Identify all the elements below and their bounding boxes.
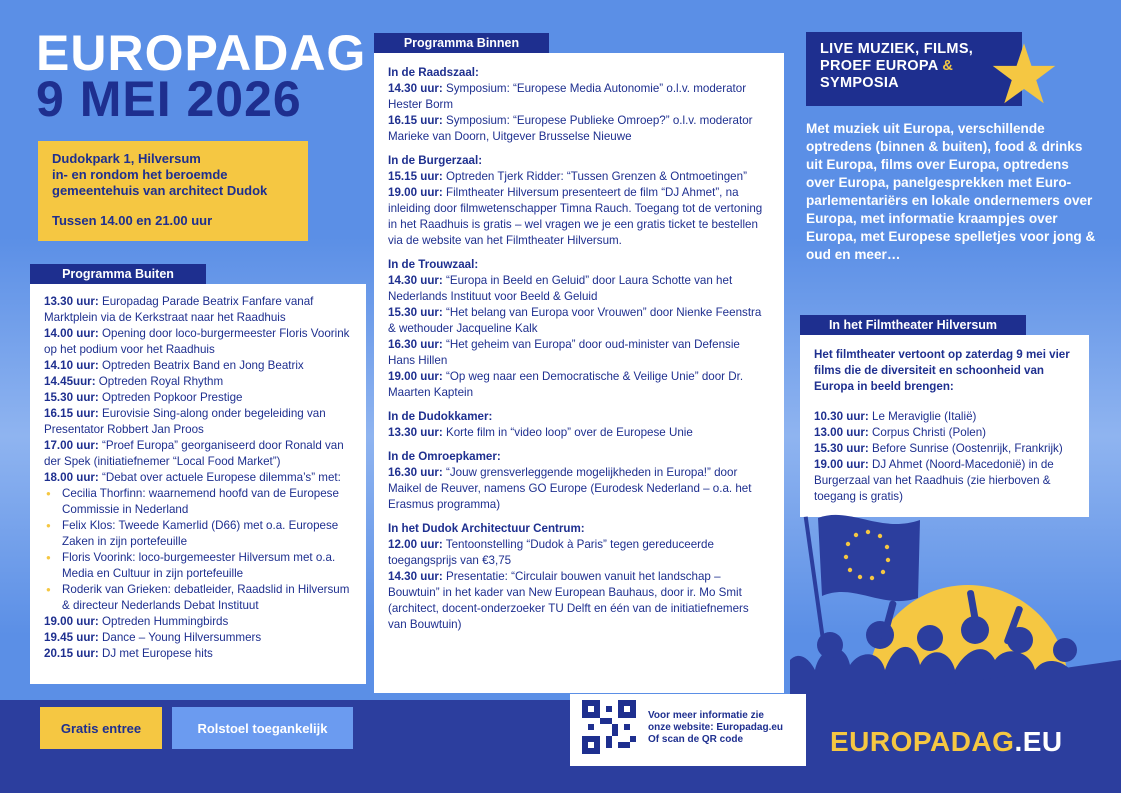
live-line1: LIVE MUZIEK, FILMS, xyxy=(820,41,974,57)
qr-text-line3: Of scan de QR code xyxy=(648,734,744,745)
buiten-item xyxy=(44,390,352,406)
qr-code-icon[interactable] xyxy=(582,700,636,754)
event-text: Tentoonstelling “Dudok à Paris” tegen gereduceerde toegangsprijs van €3,75 xyxy=(388,538,714,567)
time-label: 20.15 uur: xyxy=(44,647,99,660)
time-label: 12.00 uur: xyxy=(388,538,443,551)
event-text: “Op weg naar een Democratische & Veilige Unie” door Dr. Maarten Kaptein xyxy=(388,370,744,399)
event-text: Optreden Tjerk Ridder: “Tussen Grenzen & Ontmoetingen” xyxy=(442,170,747,183)
film-title: In het Filmtheater Hilversum xyxy=(800,315,1026,335)
buiten-item xyxy=(44,326,352,358)
film-item xyxy=(814,441,1075,457)
website-logo[interactable] xyxy=(830,726,1063,758)
qr-panel xyxy=(570,694,806,766)
binnen-item xyxy=(388,369,770,401)
event-text: Optreden Hummingbirds xyxy=(98,615,229,628)
event-text: “Het belang van Europa voor Vrouwen” door Nienke Feenstra & wethouder Jacqueline Kalk xyxy=(388,306,762,335)
buiten-item xyxy=(44,614,352,630)
buiten-item xyxy=(44,374,352,390)
buiten-items2 xyxy=(44,614,352,662)
title-date: 9 MEI 2026 xyxy=(36,71,302,127)
time-label: 10.30 uur: xyxy=(814,410,869,423)
qr-text xyxy=(648,710,783,746)
event-text: Corpus Christi (Polen) xyxy=(868,426,987,439)
time-label: 14.30 uur: xyxy=(388,570,443,583)
time-label: 14.45uur: xyxy=(44,375,96,388)
event-text: Symposium: “Europese Media Autonomie” o.l.v. moderator Hester Borm xyxy=(388,82,747,111)
time-label: 15.30 uur: xyxy=(388,306,443,319)
binnen-item xyxy=(388,569,770,633)
binnen-item xyxy=(388,305,770,337)
event-text: “Jouw grensverleggende mogelijkheden in Europa!” door Maikel de Reuver, namens GO Europe (Eurodesk Nederland – o.a. het Erasmus programma) xyxy=(388,466,752,511)
event-text: Filmtheater Hilversum presenteert de film “DJ Ahmet”, na inleiding door filmwetenschapper Timna Rauch. Toegang tot de vertoning in het Raadhuis is gratis – wel vragen we je een gratis ticket te bestellen via de website van het Filmtheater Hilversum. xyxy=(388,186,763,247)
debate-panelist: ● Felix Klos: Tweede Kamerlid (D66) met o.a. Europese Zaken in zijn portefeuille xyxy=(56,518,352,550)
time-label: 15.15 uur: xyxy=(388,170,443,183)
time-label: 16.30 uur: xyxy=(388,338,443,351)
qr-text-line1: Voor meer informatie zie xyxy=(648,710,764,721)
binnen-title: Programma Binnen xyxy=(374,33,549,53)
film-item xyxy=(814,425,1075,441)
buiten-item xyxy=(44,406,352,438)
buiten-bullets xyxy=(44,486,352,614)
star-icon xyxy=(990,40,1058,108)
room-heading: In de Omroepkamer: xyxy=(388,450,501,463)
binnen-item xyxy=(388,81,770,113)
binnen-item xyxy=(388,537,770,569)
buiten-item xyxy=(44,470,352,486)
time-label: 19.00 uur: xyxy=(388,370,443,383)
time-label: 18.00 uur: xyxy=(44,471,99,484)
time-label: 16.30 uur: xyxy=(388,466,443,479)
location-address: Dudokpark 1, Hilversum xyxy=(52,151,201,166)
event-text: Opening door loco-burgermeester Floris Voorink op het podium voor het Raadhuis xyxy=(44,327,350,356)
location-box xyxy=(38,141,308,241)
live-line3: SYMPOSIA xyxy=(820,75,899,91)
room-heading: In de Raadszaal: xyxy=(388,66,479,79)
buiten-item xyxy=(44,438,352,470)
event-text: Korte film in “video loop” over de Europese Unie xyxy=(442,426,693,439)
time-label: 15.30 uur: xyxy=(814,442,869,455)
buiten-item xyxy=(44,630,352,646)
event-text: Dance – Young Hilversummers xyxy=(98,631,262,644)
site-name: EUROPADAG xyxy=(830,726,1015,757)
debate-panelist: ● Roderik van Grieken: debatleider, Raadslid in Hilversum & directeur Nederlands Debat Instituut xyxy=(56,582,352,614)
live-line2: PROEF EUROPA xyxy=(820,58,943,74)
film-panel xyxy=(800,335,1089,517)
location-line2: in- en rondom het beroemde xyxy=(52,167,228,182)
event-text: Symposium: “Europese Publieke Omroep?” o.l.v. moderator Marieke van Doorn, Uitgever Brusselse Nieuwe xyxy=(388,114,753,143)
event-text: DJ Ahmet (Noord-Macedonië) in de Burgerzaal van het Raadhuis (zie hierboven & toegang is gratis) xyxy=(814,458,1054,503)
film-item xyxy=(814,457,1075,505)
event-text: Optreden Popkoor Prestige xyxy=(98,391,243,404)
time-label: 13.30 uur: xyxy=(44,295,99,308)
page-title xyxy=(36,25,367,127)
time-label: 15.30 uur: xyxy=(44,391,99,404)
room-heading: In de Trouwzaal: xyxy=(388,258,479,271)
film-intro: Het filmtheater vertoont op zaterdag 9 mei vier films die de diversiteit en schoonheid van Europa in beeld brengen: xyxy=(814,348,1070,393)
time-label: 14.30 uur: xyxy=(388,82,443,95)
time-label: 19.00 uur: xyxy=(44,615,99,628)
event-text: Eurovisie Sing-along onder begeleiding van Presentator Robbert Jan Proos xyxy=(44,407,326,436)
binnen-item xyxy=(388,169,770,185)
event-text: “Proef Europa” georganiseerd door Ronald van der Spek (initiatiefnemer “Local Food Market”) xyxy=(44,439,344,468)
room-heading: In de Dudokkamer: xyxy=(388,410,493,423)
event-text: “Europa in Beeld en Geluid” door Laura Schotte van het Nederlands Instituut voor Beeld & Geluid xyxy=(388,274,733,303)
binnen-item xyxy=(388,113,770,145)
event-text: DJ met Europese hits xyxy=(98,647,213,660)
film-items xyxy=(814,409,1075,505)
event-text: Before Sunrise (Oostenrijk, Frankrijk) xyxy=(868,442,1063,455)
qr-text-line2: onze website: Europadag.eu xyxy=(648,722,784,733)
debate-panelist: ● Floris Voorink: loco-burgemeester Hilversum met o.a. Media en Cultuur in zijn portefeuille xyxy=(56,550,352,582)
room-heading: In de Burgerzaal: xyxy=(388,154,483,167)
time-label: 14.10 uur: xyxy=(44,359,99,372)
binnen-item xyxy=(388,337,770,369)
binnen-item xyxy=(388,185,770,249)
time-label: 14.30 uur: xyxy=(388,274,443,287)
buiten-item xyxy=(44,294,352,326)
live-amp: & xyxy=(942,58,954,74)
intro-text: Met muziek uit Europa, verschillende optredens (binnen & buiten), food & drinks uit Europa, films over Europa, optredens over Europa, panelgesprekken met Euro-parlementariërs en lokale ondernemers over Europa, met informatie kraampjes over Europa, met Europese spelletjes voor jong & oud en meer… xyxy=(806,121,1096,262)
location-line3: gemeentehuis van architect Dudok xyxy=(52,183,268,198)
event-text: Optreden Beatrix Band en Jong Beatrix xyxy=(98,359,304,372)
time-label: 13.00 uur: xyxy=(814,426,869,439)
site-domain: .EU xyxy=(1014,726,1063,757)
buiten-panel xyxy=(30,284,366,684)
binnen-item xyxy=(388,273,770,305)
buiten-title: Programma Buiten xyxy=(30,264,206,284)
event-text: “Debat over actuele Europese dilemma’s” met: xyxy=(98,471,341,484)
event-text: Optreden Royal Rhythm xyxy=(95,375,224,388)
location-time: Tussen 14.00 en 21.00 uur xyxy=(52,213,213,228)
debate-panelist: ● Cecilia Thorfinn: waarnemend hoofd van de Europese Commissie in Nederland xyxy=(56,486,352,518)
buiten-item xyxy=(44,646,352,662)
time-label: 16.15 uur: xyxy=(388,114,443,127)
binnen-panel xyxy=(374,53,784,693)
event-text: “Het geheim van Europa” door oud-minister van Defensie Hans Hillen xyxy=(388,338,740,367)
title-line1: EUROPADAG xyxy=(36,25,367,81)
time-label: 19.45 uur: xyxy=(44,631,99,644)
time-label: 19.00 uur: xyxy=(814,458,869,471)
time-label: 14.00 uur: xyxy=(44,327,99,340)
film-item xyxy=(814,409,1075,425)
time-label: 16.15 uur: xyxy=(44,407,99,420)
event-text: Presentatie: “Circulair bouwen vanuit het landschap – Bouwtuin” in het kader van New European Bauhaus, door ir. Mo Smit (architect, docent-onderzoeker TU Delft en één van de initiatiefnemers van Bouwtuin) xyxy=(388,570,749,631)
binnen-item xyxy=(388,425,770,441)
free-entry-badge: Gratis entree xyxy=(40,707,162,749)
wheelchair-badge: Rolstoel toegankelijk xyxy=(172,707,353,749)
time-label: 13.30 uur: xyxy=(388,426,443,439)
buiten-items xyxy=(44,294,352,486)
event-text: Europadag Parade Beatrix Fanfare vanaf Marktplein via de Kerkstraat naar het Raadhuis xyxy=(44,295,314,324)
time-label: 17.00 uur: xyxy=(44,439,99,452)
time-label: 19.00 uur: xyxy=(388,186,443,199)
room-heading: In het Dudok Architectuur Centrum: xyxy=(388,522,585,535)
event-text: Le Meraviglie (Italië) xyxy=(868,410,977,423)
buiten-item xyxy=(44,358,352,374)
binnen-item xyxy=(388,465,770,513)
